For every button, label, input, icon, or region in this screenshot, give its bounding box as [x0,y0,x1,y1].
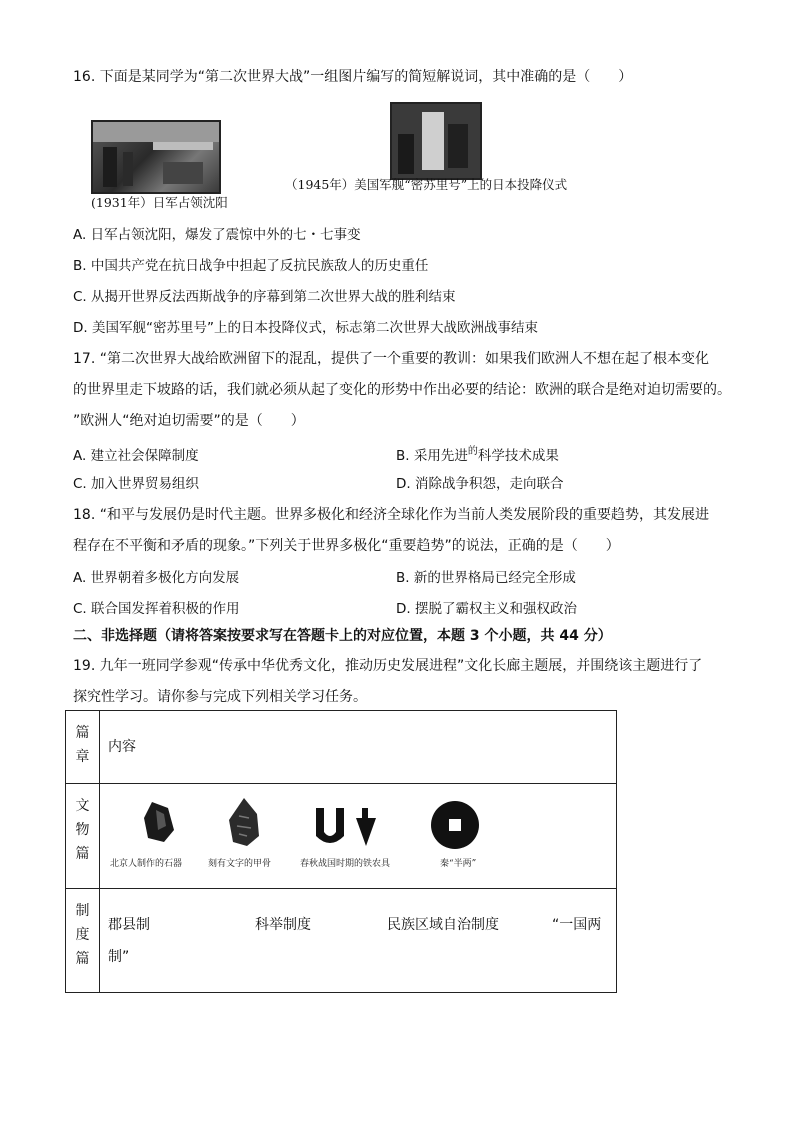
artifact-caption-iron-tools: 春秋战国时期的铁农具 [300,859,391,869]
q17-stem-line1: 17. “第二次世界大战给欧洲留下的混乱，提供了一个重要的教训：如果我们欧洲人不想在起了根本变化 [73,351,709,367]
q18-option-c: C. 联合国发挥着积极的作用 [73,601,240,617]
table-row-artifacts [66,784,617,889]
artifact-caption-banliang: 秦“半两” [440,859,477,869]
q16-option-a: A. 日军占领沈阳，爆发了震惊中外的七・七事变 [73,227,361,243]
row2-col1-char3: 篇 [75,951,90,967]
q19-table [65,710,617,993]
q18-stem-line1: 18. “和平与发展仍是时代主题。世界多极化和经济全球化作为当前人类发展阶段的重要趋势，其发展进 [73,507,709,523]
iron-tools-image [312,806,382,850]
q18-option-d: D. 摆脱了霸权主义和强权政治 [396,601,577,617]
q16-photo2-caption: （1945年）美国军舰“密苏里号”上的日本投降仪式 [285,177,568,192]
q17-option-d: D. 消除战争积怨，走向联合 [396,476,564,492]
q18-stem-line2: 程存在不平衡和矛盾的现象。”下列关于世界多极化“重要趋势”的说法，正确的是（ ） [73,538,620,554]
system-item-prefecture: 郡县制 [108,917,150,933]
oracle-bone-image [227,796,261,848]
q16-option-d: D. 美国军舰“密苏里号”上的日本投降仪式，标志第二次世界大战欧洲战事结束 [73,320,538,336]
table-row-systems [66,889,617,993]
q16-option-c: C. 从揭开世界反法西斯战争的序幕到第二次世界大战的胜利结束 [73,289,456,305]
header-col1-char1: 篇 [75,725,90,741]
q16-photo-missouri [390,102,482,180]
q17-stem-line3: ”欧洲人“绝对迫切需要”的是（ ） [73,413,305,429]
q17-option-c: C. 加入世界贸易组织 [73,476,200,492]
table-row-header [66,711,617,784]
artifact-caption-stone-tool: 北京人制作的石器 [110,859,183,869]
row1-col2 [100,784,617,889]
q19-stem-line1: 19. 九年一班同学参观“传承中华优秀文化，推动历史发展进程”文化长廊主题展，并围绕该主题进行了 [73,658,703,674]
row1-col1-char1: 文 [75,798,90,814]
row2-col1 [66,889,100,993]
q17-option-b: B. 采用先进$^的$科学技术成果 [396,446,559,464]
banliang-coin-image [430,800,480,850]
q16-photo-shenyang [91,120,221,194]
system-item-regional-autonomy: 民族区域自治制度 [387,917,499,933]
q16-option-b: B. 中国共产党在抗日战争中担起了反抗民族敌人的历史重任 [73,258,429,274]
section-heading-nonchoice: 二、非选择题（请将答案按要求写在答题卡上的对应位置，本题 3 个小题，共 44 分） [73,628,612,644]
q16-photo1-caption: (1931年）日军占领沈阳 [91,195,228,210]
q19-stem-line2: 探究性学习。请你参与完成下列相关学习任务。 [73,689,367,705]
row2-col1-char2: 度 [75,927,90,943]
system-item-one-country-two-systems: “一国两 [552,917,602,933]
row1-col1-char2: 物 [75,822,90,838]
row2-col1-char1: 制 [75,903,90,919]
row2-col2 [100,889,617,993]
q18-option-b: B. 新的世界格局已经完全形成 [396,570,576,586]
row1-col1-char3: 篇 [75,846,90,862]
q17-option-a: A. 建立社会保障制度 [73,448,199,464]
q17-stem-line2: 的世界里走下坡路的话，我们就必须从起了变化的形势中作出必要的结论：欧洲的联合是绝对迫切需要的。 [73,382,731,398]
row1-col1 [66,784,100,889]
header-col1-char2: 章 [75,749,90,765]
system-item-wrap: 制” [108,949,130,965]
system-item-imperial-exam: 科举制度 [255,917,311,933]
artifact-caption-oracle-bone: 刻有文字的甲骨 [208,859,272,869]
q16-stem: 16. 下面是某同学为“第二次世界大战”一组图片编写的简短解说词，其中准确的是（ ） [73,69,633,85]
stone-tool-image [142,800,176,844]
header-col2: 内容 [100,711,617,784]
q18-option-a: A. 世界朝着多极化方向发展 [73,570,240,586]
header-col1 [66,711,100,784]
